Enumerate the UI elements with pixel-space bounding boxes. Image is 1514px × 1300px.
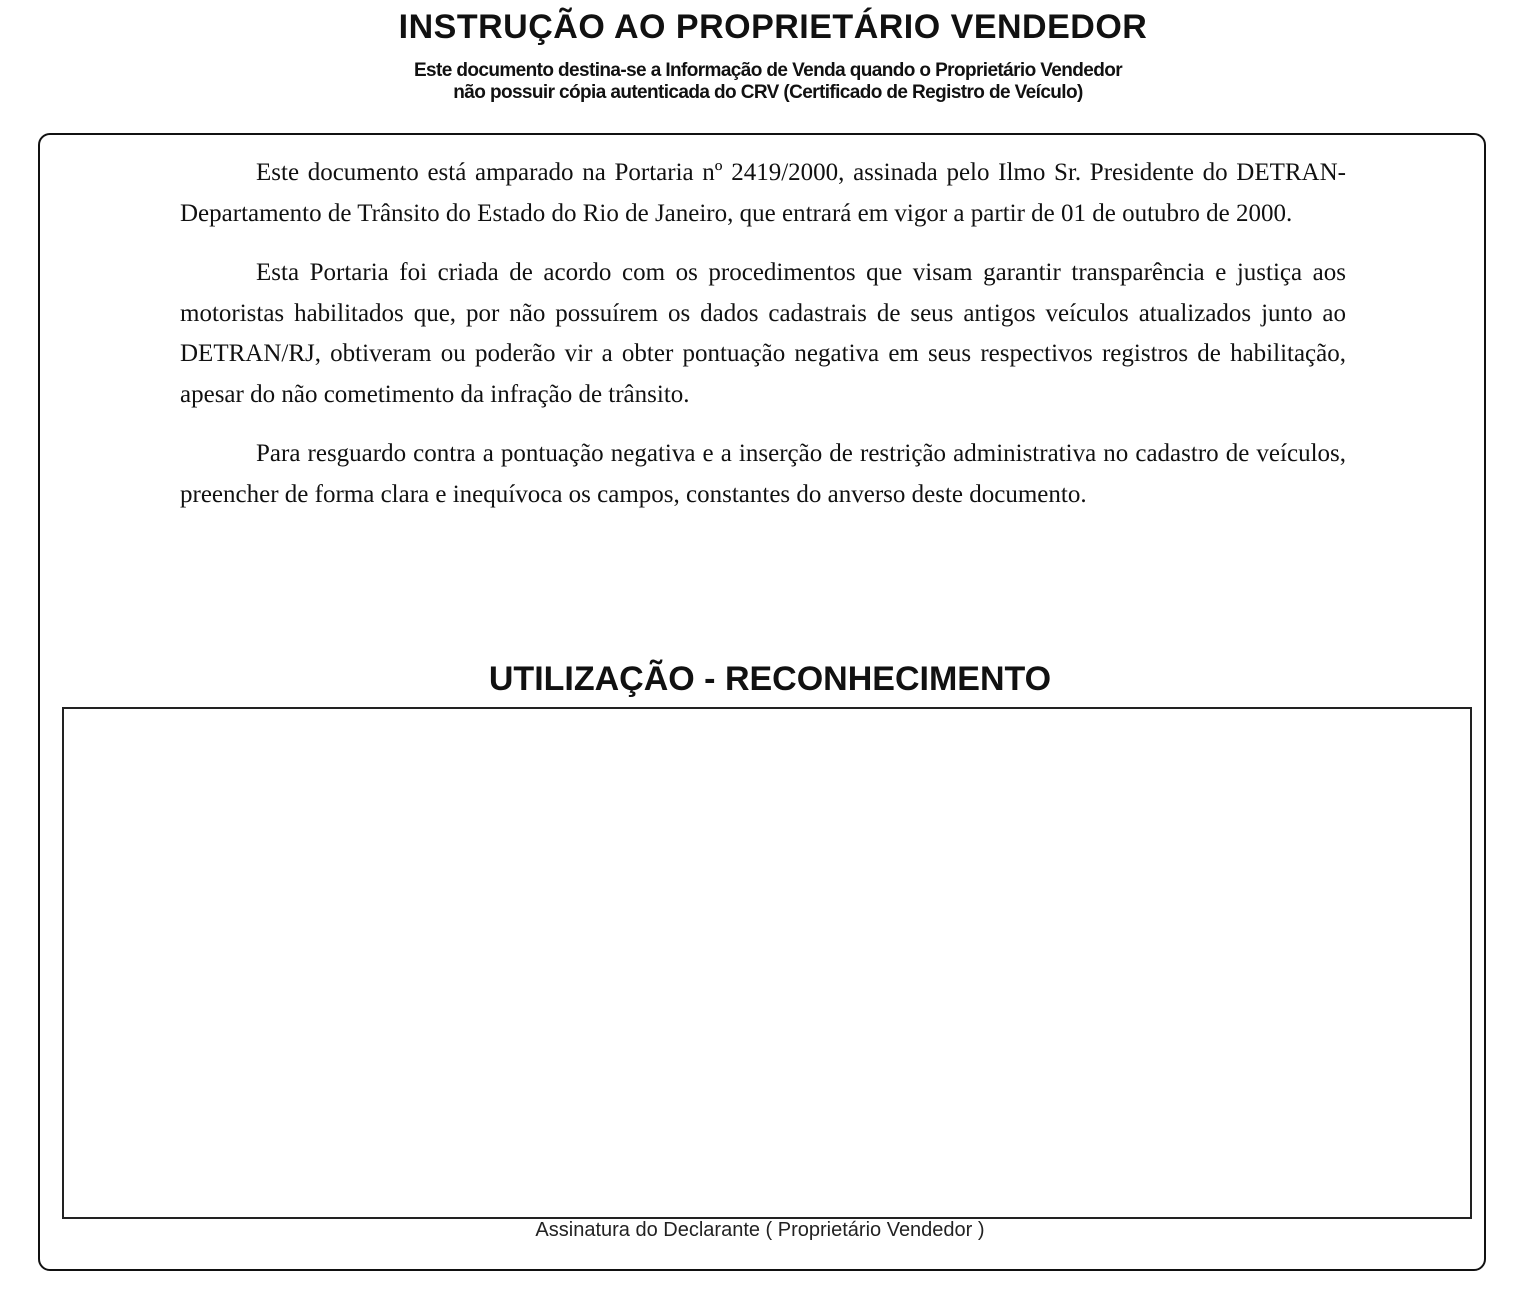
subtitle-line-2: não possuir cópia autenticada do CRV (Certificado de Registro de Veículo) xyxy=(453,82,1083,103)
paragraph-portaria: Este documento está amparado na Portaria nº 2419/2000, assinada pelo Ilmo Sr. Presidente do DETRAN-Departamento de Trânsito do Estado do Rio de Janeiro, que entrará em vigor a partir de 01 de outubro de 2000. xyxy=(180,159,1346,227)
recognition-title: UTILIZAÇÃO - RECONHECIMENTO xyxy=(488,660,1052,698)
document-subtitle xyxy=(0,60,1514,104)
document-title: INSTRUÇÃO AO PROPRIETÁRIO VENDEDOR xyxy=(398,8,1148,46)
paragraph-resguardo: Para resguardo contra a pontuação negativa e a inserção de restrição administrativa no cadastro de veículos, preencher de forma clara e inequívoca os campos, constantes do anverso deste documento. xyxy=(180,440,1346,508)
recognition-stamp-area[interactable] xyxy=(62,707,1472,1219)
instruction-text xyxy=(180,153,1346,534)
subtitle-line-1: Este documento destina-se a Informação de Venda quando o Proprietário Vendedor xyxy=(413,60,1123,81)
paragraph-procedimentos: Esta Portaria foi criada de acordo com os procedimentos que visam garantir transparência e justiça aos motoristas habilitados que, por não possuírem os dados cadastrais de seus antigos veículos atualizados junto ao DETRAN/RJ, obtiveram ou poderão vir a obter pontuação negativa em seus respectivos registros de habilitação, apesar do não cometimento da infração de trânsito. xyxy=(180,259,1346,408)
signature-label: Assinatura do Declarante ( Proprietário Vendedor ) xyxy=(535,1219,985,1241)
